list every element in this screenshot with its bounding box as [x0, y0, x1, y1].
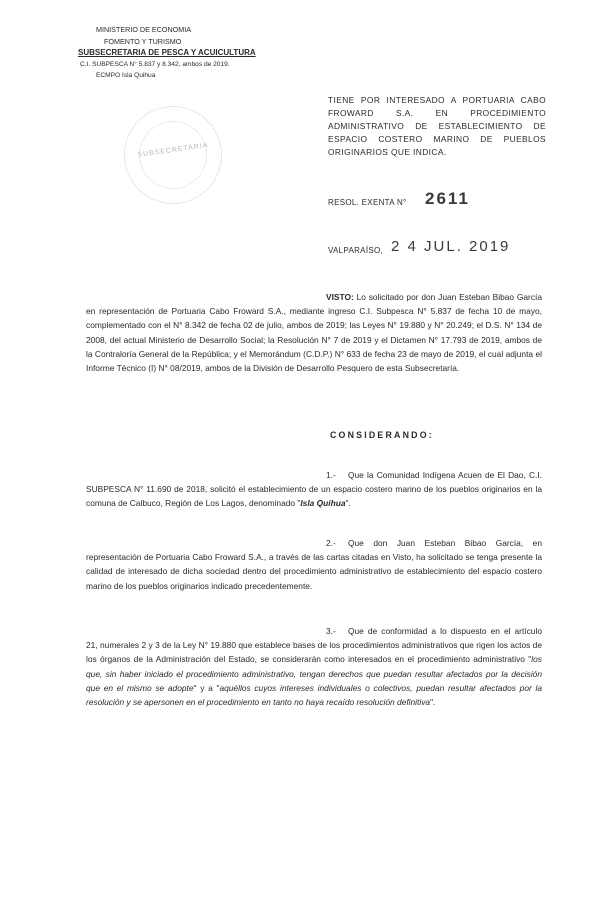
considerando-number: 2.-	[326, 538, 336, 548]
visto-label: VISTO:	[326, 292, 354, 302]
ministry-name: MINISTERIO DE ECONOMIA	[96, 25, 192, 34]
subject-block: TIENE POR INTERESADO A PORTUARIA CABO FROWARD S.A. EN PROCEDIMIENTO ADMINISTRATIVO DE ESTABLECIMIENTO DE ESPACIO COSTERO MARINO DE PUEBLOS ORIGINARIOS QUE INDICA.	[328, 95, 546, 157]
unit-line: ECMPO Isla Quihua	[96, 72, 156, 79]
date-stamp: 2 4 JUL. 2019	[391, 238, 511, 255]
considerando-3	[86, 624, 542, 709]
considerando-2	[86, 536, 542, 593]
considerando-italic: los que, sin haber iniciado el procedimiento administrativo, tengan derechos que puedan resultar afectados por la decisión que en el mismo se adopte	[86, 654, 542, 693]
considerando-italic: aquéllos cuyos intereses individuales o colectivos, puedan resultar afectados por la resolución y se apersonen en el procedimiento en tanto no haya recaído resolución definitiva	[86, 682, 542, 708]
letterhead	[78, 24, 278, 82]
ministry-subtitle: FOMENTO Y TURISMO	[104, 36, 182, 46]
considerando-italic: Isla Quihua	[300, 498, 346, 509]
considerando-number: 1.-	[326, 470, 336, 480]
considerando-text: Que de conformidad a lo dispuesto en el artículo 21, numerales 2 y 3 de la Ley N° 19.880 que establece bases de los procedimientos administrativos que rigen los actos de los órganos de la Administración del Estado, se considerarán como interesados en el procedimiento administrativo "	[86, 626, 542, 665]
place-label: VALPARAÍSO,	[328, 246, 384, 255]
stamp-text: SUBSECRETARIA	[137, 142, 209, 159]
considerando-text: Que don Juan Esteban Bibao García, en representación de Portuaria Cabo Froward S.A., a través de las cartas citadas en Visto, ha solicitado se tenga presente la calidad de interesado de dicha sociedad dentro del procedimiento administrativo de establecimiento del espacio costero marino de los pueblos originarios indicado precedentemente.	[86, 538, 542, 591]
considerando-text: ".	[345, 498, 351, 509]
resolution-label: RESOL. EXENTA N°	[328, 198, 407, 207]
resolution-number: 2611	[425, 189, 470, 208]
visto-paragraph	[86, 290, 542, 375]
considerando-text: " y a "	[193, 682, 220, 693]
subsecretaria-name: SUBSECRETARIA DE PESCA Y ACUICULTURA	[78, 48, 256, 57]
reference-line: C.I. SUBPESCA N° 5.837 y 8.342, ambos de 2019.	[80, 60, 230, 68]
considerando-text: ".	[430, 697, 436, 708]
considerando-1	[86, 468, 542, 511]
considerando-text: Que la Comunidad Indígena Acuen de El Dao, C.I. SUBPESCA N° 11.690 de 2018, solicitó el establecimiento de un espacio costero marino de los pueblos originarios en la comuna de Calbuco, Región de Los Lagos, denominado "	[86, 470, 542, 509]
considerando-number: 3.-	[326, 626, 336, 636]
visto-text: Lo solicitado por don Juan Esteban Bibao García en representación de Portuaria Cabo Froward S.A., mediante ingreso C.I. Subpesca N° 5.837 de fecha 10 de mayo, complementado con el N° 8.342 de fecha 02 de julio, ambos de 2019; las Leyes N° 19.880 y N° 20.249; el D.S. N° 134 de 2008, del actual Ministerio de Desarrollo Social; la Resolución N° 7 de 2019 y el Dictamen N° 17.793 de 2019, ambos de la Contraloría General de la República; y el Memorándum (C.D.P.) N° 633 de fecha 23 de mayo de 2019, el cual adjunta el Informe Técnico (I) N° 08/2019, ambos de la División de Desarrollo Pesquero de esta Subsecretaría.	[86, 292, 542, 374]
official-stamp	[124, 106, 222, 204]
considerando-heading: CONSIDERANDO:	[330, 430, 434, 440]
